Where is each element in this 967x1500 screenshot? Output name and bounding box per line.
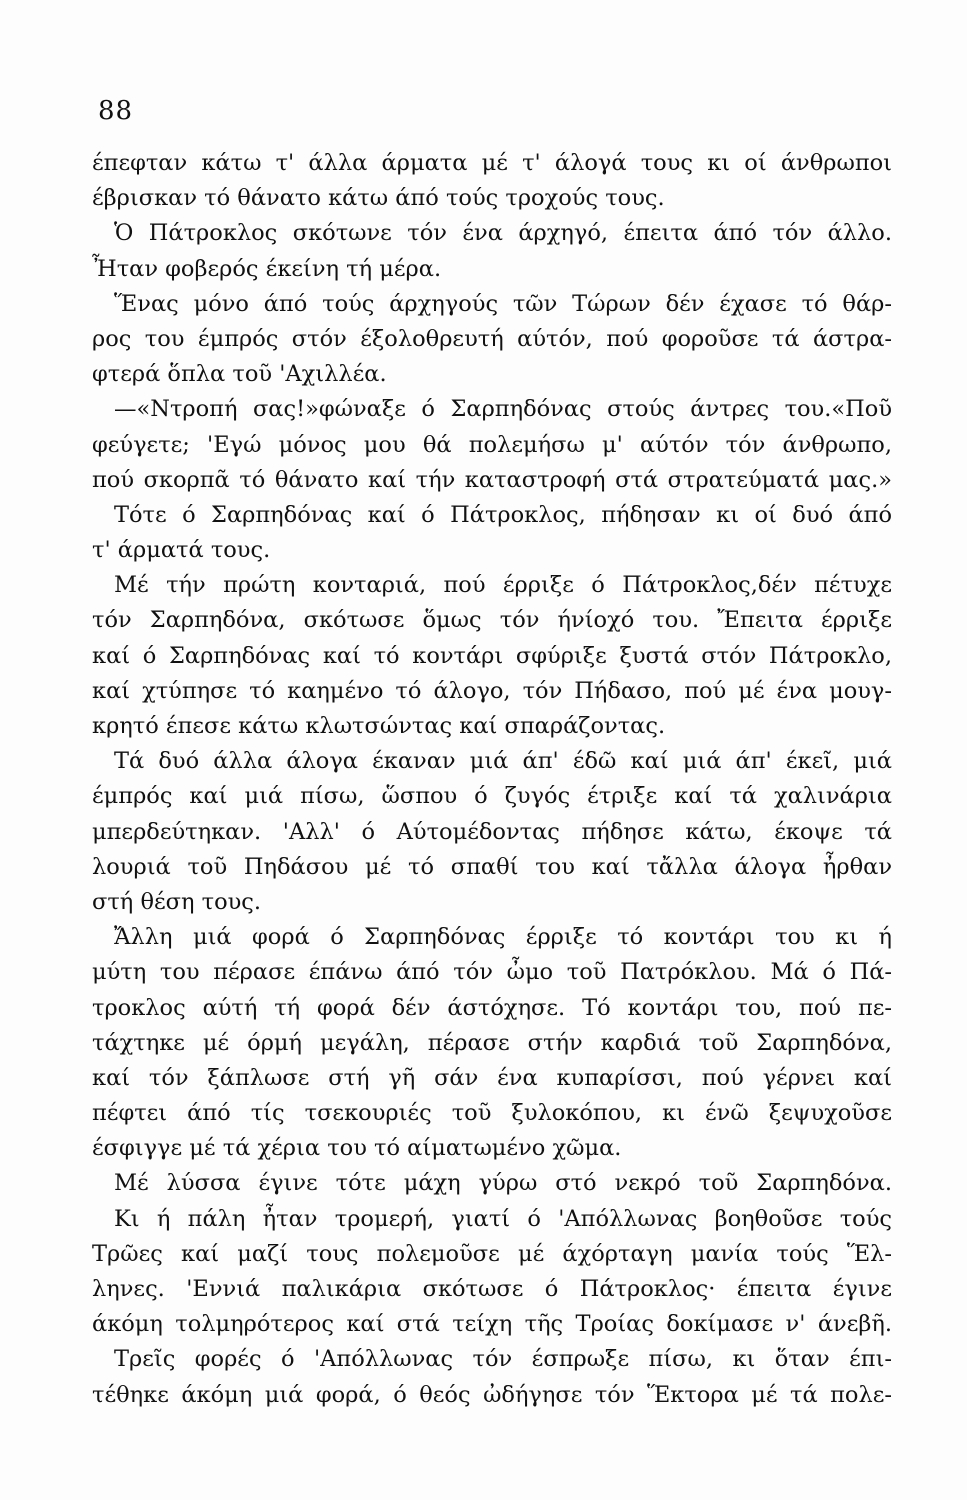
text-line: πού σκορπᾶ τό θάνατο καί τήν καταστροφή στά στρατεύματά μας.»	[92, 466, 892, 493]
text-line: Κι ή πάλη ἦταν τρομερή, γιατί ό 'Απόλλωνας βοηθοῦσε τούς	[114, 1205, 892, 1232]
text-line: τ' άρματά τους.	[92, 537, 271, 564]
text-line: —«Ντροπή σας!»φώναξε ό Σαρπηδόνας στούς άντρες του.«Ποῦ	[114, 396, 892, 423]
text-line: Ἄλλη μιά φορά ό Σαρπηδόνας έρριξε τό κοντάρι του κι ή	[114, 924, 892, 951]
text-line: φεύγετε; 'Εγώ μόνος μου θά πολεμήσω μ' αύτόν τόν άνθρωπο,	[92, 431, 892, 458]
text-line: στή θέση τους.	[92, 888, 262, 915]
text-line: ληνες. 'Εννιά παλικάρια σκότωσε ό Πάτροκλος· έπειτα έγινε	[92, 1276, 892, 1302]
text-line: κρητό έπεσε κάτω κλωτσώντας καί σπαράζοντας.	[92, 713, 666, 739]
text-line: Τότε ό Σαρπηδόνας καί ό Πάτροκλος, πήδησαν κι οί δυό άπό	[114, 501, 892, 528]
text-line: Τά δυό άλλα άλογα έκαναν μιά άπ' έδῶ καί μιά άπ' έκεῖ, μιά	[114, 748, 892, 775]
text-line: τάχτηκε μέ όρμή μεγάλη, πέρασε στήν καρδιά τοῦ Σαρπηδόνα,	[92, 1029, 892, 1056]
text-line: λουριά τοῦ Πηδάσου μέ τό σπαθί του καί τἄλλα άλογα ἦρθαν	[92, 853, 892, 880]
text-line: τροκλος αύτή τή φορά δέν άστόχησε. Τό κοντάρι του, πού πε-	[92, 994, 892, 1021]
text-line: καί χτύπησε τό καημένο τό άλογο, τόν Πήδασο, πού μέ ένα μουγ-	[92, 677, 892, 704]
text-line: μύτη του πέρασε έπάνω άπό τόν ὦμο τοῦ Πατρόκλου. Μά ό Πά-	[92, 959, 892, 986]
text-line: ρος του έμπρός στόν έξολοθρευτή αύτόν, πού φοροῦσε τά άστρα-	[92, 325, 892, 352]
text-line: Ἦταν φοβερός έκείνη τή μέρα.	[92, 255, 442, 282]
text-line: καί τόν ξάπλωσε στή γῆ σάν ένα κυπαρίσσι, πού γέρνει καί	[92, 1064, 892, 1091]
text-line: Ἕνας μόνο άπό τούς άρχηγούς τῶν Τώρων δέν έχασε τό θάρ-	[114, 290, 892, 317]
text-line: έβρισκαν τό θάνατο κάτω άπό τούς τροχούς τους.	[92, 185, 665, 212]
text-line: πέφτει άπό τίς τσεκουριές τοῦ ξυλοκόπου, κι ένῶ ξεψυχοῦσε	[92, 1100, 892, 1127]
text-line: Μέ λύσσα έγινε τότε μάχη γύρω στό νεκρό τοῦ Σαρπηδόνα.	[114, 1170, 892, 1197]
page-number: 88	[98, 96, 134, 126]
text-line: τέθηκε άκόμη μιά φορά, ό θεός ὠδήγησε τόν Ἕκτορα μέ τά πολε-	[92, 1381, 892, 1408]
text-line: έσφιγγε μέ τά χέρια του τό αίματωμένο χῶμα.	[92, 1135, 622, 1162]
text-line: μπερδεύτηκαν. 'Αλλ' ό Αύτομέδοντας πήδησε κάτω, έκοψε τά	[92, 818, 892, 845]
text-line: καί ό Σαρπηδόνας καί τό κοντάρι σφύριξε ξυστά στόν Πάτροκλο,	[92, 642, 892, 669]
text-line: Τρεῖς φορές ό 'Απόλλωνας τόν έσπρωξε πίσω, κι ὅταν έπι-	[114, 1346, 892, 1373]
text-line: Ὁ Πάτροκλος σκότωνε τόν ένα άρχηγό, έπειτα άπό τόν άλλο.	[114, 220, 892, 247]
text-line: έμπρός καί μιά πίσω, ὥσπου ό ζυγός έτριξε καί τά χαλινάρια	[92, 783, 892, 810]
text-line: φτερά ὅπλα τοῦ 'Αχιλλέα.	[92, 361, 387, 388]
body-text	[92, 146, 892, 1413]
text-line: Μέ τήν πρώτη κονταριά, πού έρριξε ό Πάτροκλος,δέν πέτυχε	[114, 572, 892, 599]
text-line: άκόμη τολμηρότερος καί στά τείχη τῆς Τροίας δοκίμασε ν' άνεβῆ.	[92, 1311, 892, 1338]
text-line: έπεφταν κάτω τ' άλλα άρματα μέ τ' άλογά τους κι οί άνθρωποι	[92, 150, 892, 176]
text-line: τόν Σαρπηδόνα, σκότωσε ὅμως τόν ήνίοχό του. Ἔπειτα έρριξε	[92, 607, 892, 634]
text-line: Τρῶες καί μαζί τους πολεμοῦσε μέ άχόρταγη μανία τούς Ἕλ-	[92, 1240, 892, 1267]
